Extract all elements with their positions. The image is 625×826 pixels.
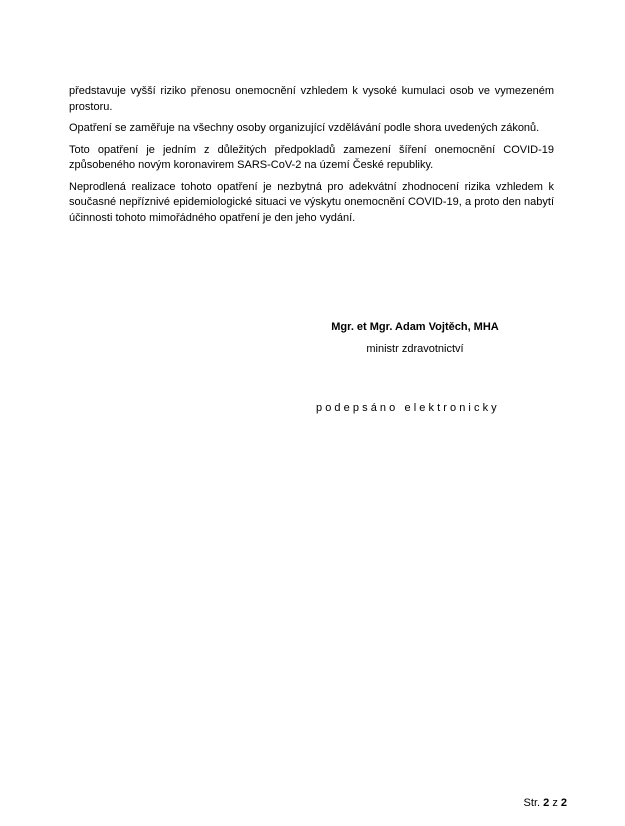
paragraph-purpose: Toto opatření je jedním z důležitých předpokladů zamezení šíření onemocnění COVID-19 způsobeného novým koronavirem SARS-CoV-2 na území České republiky. <box>69 143 554 171</box>
signatory-name: Mgr. et Mgr. Adam Vojtěch, MHA <box>331 321 499 333</box>
page-number-prefix: Str. <box>523 797 541 809</box>
signatory-role: ministr zdravotnictví <box>366 343 464 355</box>
paragraph-risk: představuje vyšší riziko přenosu onemocnění vzhledem k vysoké kumulaci osob ve vymezeném prostoru. <box>69 85 554 113</box>
signed-electronically-note: podepsáno elektronicky <box>316 402 500 414</box>
body-text <box>69 84 554 232</box>
signature-block <box>300 318 530 358</box>
page-number-separator: z <box>552 797 558 809</box>
paragraph-scope: Opatření se zaměřuje na všechny osoby organizující vzdělávání podle shora uvedených zákonů. <box>69 122 540 134</box>
page-number-footer <box>524 797 567 809</box>
page-number-total: 2 <box>560 797 567 809</box>
paragraph-effectiveness: Neprodlená realizace tohoto opatření je nezbytná pro adekvátní zhodnocení rizika vzhledem k současné nepříznivé epidemiologické situaci ve výskytu onemocnění COVID-19, a proto den nabytí účinnosti tohoto mimořádného opatření je den jeho vydání. <box>69 180 554 224</box>
page-number-current: 2 <box>543 797 550 809</box>
